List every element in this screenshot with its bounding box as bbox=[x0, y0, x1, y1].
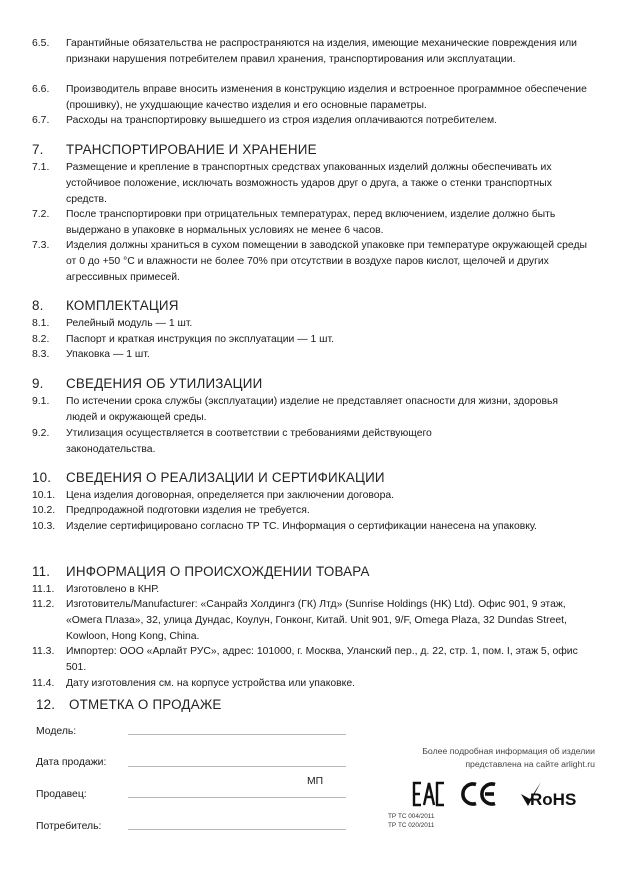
item-number: 11.4. bbox=[32, 678, 55, 689]
list-item bbox=[32, 519, 592, 551]
item-text: Изготовитель/Manufacturer: «Санрайз Холдингз (ГК) Лтд» (Sunrise Holdings (HK) Ltd). Офис 901, 9 этаж, «Омега Плаза», 32, улица Дундас, Коулун, Гонконг, Китай. Unit 901, 9/F, Omega Plaza, 32 Dundas Street, Kowloon, Hong Kong, China. bbox=[66, 599, 567, 642]
field-label: Модель: bbox=[36, 726, 77, 737]
item-number: 8.2. bbox=[32, 334, 50, 345]
item-number: 7.3. bbox=[32, 240, 50, 251]
sale-date-line bbox=[128, 766, 346, 767]
item-number: 8.3. bbox=[32, 349, 50, 360]
item-text: Утилизация осуществляется в соответствии с требованиями действующего законодательства. bbox=[66, 428, 432, 455]
section-title: СВЕДЕНИЯ ОБ УТИЛИЗАЦИИ bbox=[66, 376, 263, 391]
section-number: 7. bbox=[32, 142, 44, 157]
ce-label: CE bbox=[459, 780, 461, 781]
item-text: Паспорт и краткая инструкция по эксплуатации — 1 шт. bbox=[66, 334, 335, 345]
item-number: 6.5. bbox=[32, 38, 50, 49]
item-text: Импортер: ООО «Арлайт РУС», адрес: 101000, г. Москва, Уланский пер., д. 22, стр. 1, пом. I, этаж 5, офис 501. bbox=[66, 646, 578, 673]
item-number: 8.1. bbox=[32, 318, 50, 329]
consumer-line bbox=[128, 829, 346, 830]
section-number: 8. bbox=[32, 298, 44, 313]
item-text: Гарантийные обязательства не распространяются на изделия, имеющие механические повреждения или признаки нарушения потребителем правил хранения, транспортирования или эксплуатации. bbox=[66, 38, 577, 65]
list-item bbox=[32, 503, 592, 519]
section-number: 12. bbox=[36, 697, 56, 712]
list-item bbox=[32, 238, 592, 286]
rohs-label: RoHS bbox=[530, 790, 577, 809]
stamp-label: МП bbox=[307, 776, 324, 787]
seller-line bbox=[128, 797, 346, 798]
item-text: Дату изготовления см. на корпусе устройства или упаковке. bbox=[66, 678, 355, 689]
item-text: Предпродажной подготовки изделия не требуется. bbox=[66, 505, 310, 516]
item-number: 10.3. bbox=[32, 521, 56, 532]
item-text: Упаковка — 1 шт. bbox=[66, 349, 150, 360]
item-number: 11.3. bbox=[32, 646, 55, 657]
list-item bbox=[32, 394, 592, 426]
field-label: Дата продажи: bbox=[36, 757, 107, 768]
list-item bbox=[32, 347, 592, 363]
item-number: 6.7. bbox=[32, 115, 50, 126]
item-number: 7.2. bbox=[32, 209, 50, 220]
list-item bbox=[32, 113, 592, 129]
cert-note-1: ТР ТС 004/2011 bbox=[388, 813, 435, 820]
item-text: Изготовлено в КНР. bbox=[66, 584, 160, 595]
ce-mark-icon bbox=[459, 780, 499, 808]
eac-mark-icon bbox=[412, 780, 446, 808]
section-title: ИНФОРМАЦИЯ О ПРОИСХОЖДЕНИИ ТОВАРА bbox=[66, 564, 370, 579]
list-item bbox=[32, 332, 592, 348]
field-label: Продавец: bbox=[36, 789, 87, 800]
list-item bbox=[32, 488, 592, 504]
list-item bbox=[32, 597, 592, 645]
section-number: 9. bbox=[32, 376, 44, 391]
item-number: 9.1. bbox=[32, 396, 50, 407]
item-number: 11.1. bbox=[32, 584, 55, 595]
item-number: 11.2. bbox=[32, 599, 55, 610]
item-text: По истечении срока службы (эксплуатации) изделие не представляет опасности для жизни, здоровья людей и окружающей среды. bbox=[66, 396, 559, 423]
section-number: 10. bbox=[32, 470, 52, 485]
list-item bbox=[32, 160, 592, 208]
item-text: Расходы на транспортировку вышедшего из строя изделия оплачиваются потребителем. bbox=[66, 115, 497, 126]
field-label: Потребитель: bbox=[36, 821, 102, 832]
item-text: Релейный модуль — 1 шт. bbox=[66, 318, 193, 329]
list-item bbox=[32, 36, 592, 84]
list-item bbox=[32, 82, 592, 114]
section-number: 11. bbox=[32, 564, 51, 579]
list-item bbox=[32, 426, 592, 458]
cert-note-2: ТР ТС 020/2011 bbox=[388, 822, 435, 829]
item-text: Размещение и крепление в транспортных средствах упакованных изделий должны обеспечивать их устойчивое положение, исключать возможность ударов друг о друга, а также о стенки транспортных средств. bbox=[66, 162, 552, 205]
list-item bbox=[32, 644, 592, 676]
item-number: 10.2. bbox=[32, 505, 56, 516]
section-title: КОМПЛЕКТАЦИЯ bbox=[66, 298, 179, 313]
section-title: СВЕДЕНИЯ О РЕАЛИЗАЦИИ И СЕРТИФИКАЦИИ bbox=[66, 470, 385, 485]
list-item bbox=[32, 207, 592, 239]
list-item bbox=[32, 582, 592, 598]
rohs-mark-icon bbox=[519, 780, 593, 810]
item-text: После транспортировки при отрицательных температурах, перед включением, изделие должно быть выдержано в упаковке в нормальных условиях не менее 6 часов. bbox=[66, 209, 556, 236]
info-line-2: представлена на сайте arlight.ru bbox=[465, 759, 595, 769]
info-line-1: Более подробная информация об изделии bbox=[422, 746, 595, 756]
model-line bbox=[128, 734, 346, 735]
item-text: Производитель вправе вносить изменения в конструкцию изделия и встроенное программное обеспечение (прошивку), не ухудшающие качество изделия и его основные параметры. bbox=[66, 84, 587, 111]
list-item bbox=[32, 676, 592, 692]
item-number: 6.6. bbox=[32, 84, 50, 95]
item-number: 10.1. bbox=[32, 490, 56, 501]
item-text: Изделия должны храниться в сухом помещении в заводской упаковке при температуре окружающей среды от 0 до +50 °С и влажности не более 70% при отсутствии в воздухе паров кислот, щелочей и других агрессивных примесей. bbox=[66, 240, 587, 283]
list-item bbox=[32, 316, 592, 332]
item-number: 7.1. bbox=[32, 162, 50, 173]
eac-label: EAC bbox=[412, 780, 415, 781]
section-title: ТРАНСПОРТИРОВАНИЕ И ХРАНЕНИЕ bbox=[66, 142, 317, 157]
item-number: 9.2. bbox=[32, 428, 50, 439]
section-title: ОТМЕТКА О ПРОДАЖЕ bbox=[69, 697, 222, 712]
item-text: Цена изделия договорная, определяется при заключении договора. bbox=[66, 490, 395, 501]
item-text: Изделие сертифицировано согласно ТР ТС. Информация о сертификации нанесена на упаковку. bbox=[66, 521, 537, 532]
